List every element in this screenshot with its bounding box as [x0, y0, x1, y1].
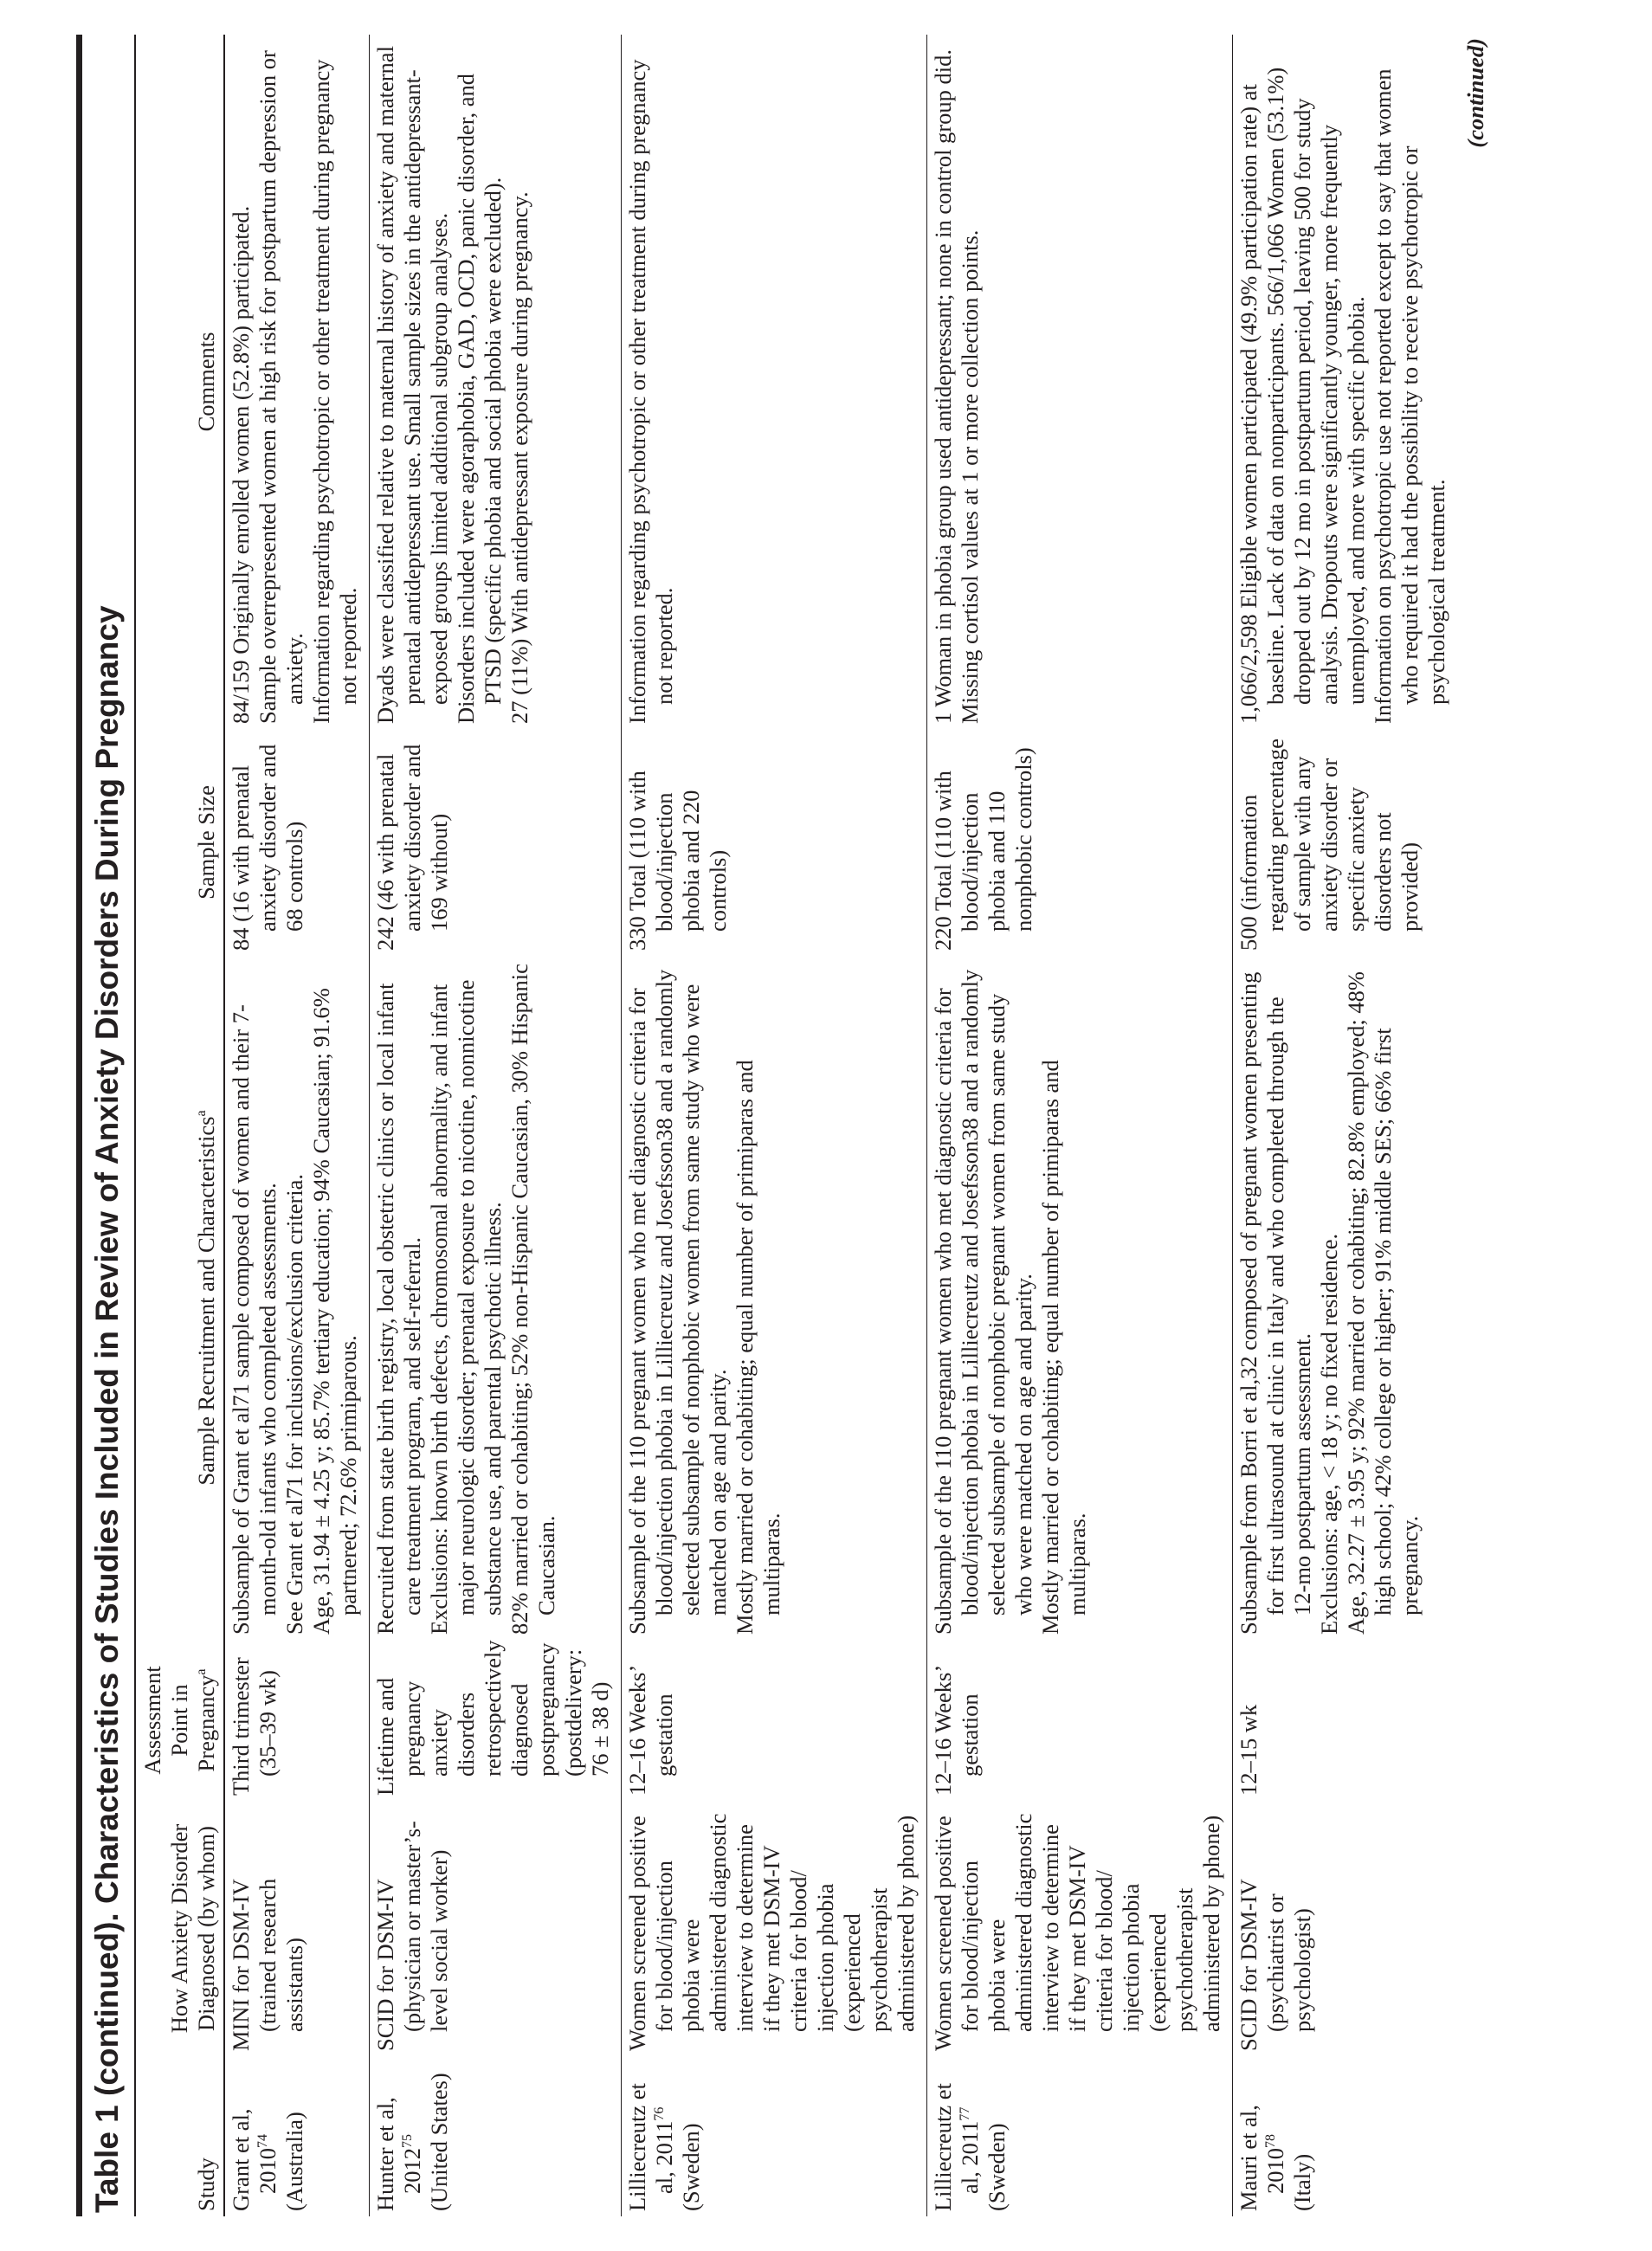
cell-assessment-point	[622, 1640, 927, 1801]
table-title: Table 1 (continued). Characteristics of Studies Included in Review of Anxiety Disorders During Pregnancy	[89, 605, 125, 2213]
cell-paragraph: Information on psychotropic use not reported except to say that women who required it had the possibility to receive psychotropic or psychological treatment.	[1370, 68, 1449, 724]
header-sample-recruitment: Sample Recruitment and Characteristics$^a$	[135, 956, 224, 1640]
cell-paragraph: Subsample of Grant et al71 sample composed of women and their 7-month-old infants who completed assessments.	[228, 1004, 281, 1635]
cell-paragraph: Age, 31.94 ± 4.25 y; 85.7% tertiary education; 94% Caucasian; 91.6% partnered; 72.6% primiparous.	[308, 988, 361, 1635]
cell-paragraph: Dyads were classified relative to maternal history of anxiety and maternal prenatal antidepressant use. Small sample sizes in the antidepressant-exposed groups limited additional subgroup analyses.	[372, 46, 452, 724]
cell-paragraph: Subsample of the 110 pregnant women who met diagnostic criteria for blood/injection phobia in Lilliecreutz and Josefsson38 and a randomly selected subsample of nonphobic pregnant women from same study who were matched on age and parity.	[930, 969, 1036, 1635]
cell-paragraph: 12–16 Weeks’ gestation	[624, 1666, 677, 1796]
study-line	[281, 2061, 308, 2211]
study-text: Lilliecreutz et al, 2011	[624, 2083, 677, 2211]
cell-study	[370, 2056, 622, 2216]
cell-paragraph: 1 Woman in phobia group used antidepressant; none in control group did.	[930, 49, 956, 724]
table-row	[927, 35, 1233, 2216]
cell-paragraph: Exclusions: age, < 18 y; no fixed residence.	[1316, 1233, 1342, 1635]
header-comments: Comments	[135, 35, 224, 729]
cell-paragraph: 82% married or cohabiting; 52% non-Hispanic Caucasian, 30% Hispanic Caucasian.	[507, 964, 559, 1635]
table-row	[370, 35, 622, 2216]
header-study: Study	[135, 2056, 224, 2216]
cell-how-diagnosed	[370, 1801, 622, 2056]
study-text: Lilliecreutz et al, 2011	[930, 2083, 983, 2211]
study-line	[228, 2061, 281, 2211]
cell-sample-size	[224, 729, 370, 956]
cell-how-diagnosed	[1233, 1801, 1458, 2056]
cell-sample-size	[622, 729, 927, 956]
study-line	[1236, 2061, 1289, 2211]
cell-sample-size	[370, 729, 622, 956]
cell-paragraph: Disorders included were agoraphobia, GAD, OCD, panic disorder, and PTSD (specific phobia and social phobia were excluded).	[453, 73, 506, 724]
cell-assessment-point	[927, 1640, 1233, 1801]
cell-paragraph: Information regarding psychotropic or other treatment during pregnancy not reported.	[624, 59, 677, 724]
cell-how-diagnosed	[622, 1801, 927, 2056]
top-rule	[76, 35, 82, 2216]
cell-study	[1233, 2056, 1458, 2216]
study-text: Mauri et al, 2010	[1236, 2105, 1288, 2211]
cell-paragraph: Lifetime and pregnancy anxiety disorders retrospectively diagnosed postpregnancy (postdelivery: 76 ± 38 d)	[372, 1640, 613, 1796]
cell-paragraph: Mostly married or cohabiting; equal number of primiparas and multiparas.	[732, 1060, 784, 1635]
cell-comments	[622, 35, 927, 729]
cell-paragraph: MINI for DSM-IV (trained research assistants)	[228, 1878, 307, 2051]
study-line	[930, 2061, 984, 2211]
study-reference: 74	[255, 2134, 270, 2148]
cell-paragraph: Subsample from Borri et al,32 composed of pregnant women presenting for first ultrasound at clinic in Italy and who completed through the 12-mo postpartum assessment.	[1236, 971, 1315, 1635]
cell-paragraph: Women screened positive for blood/injection phobia were administered diagnostic interview to determine if they met DSM-IV criteria for blood/ injection phobia (experienced psychotherapist administered by phone)	[624, 1813, 919, 2051]
table-row	[224, 35, 370, 2216]
study-line	[624, 2061, 678, 2211]
study-text: Hunter et al, 2012	[372, 2097, 425, 2211]
cell-paragraph: 12–15 wk	[1236, 1704, 1262, 1796]
cell-sample-recruitment	[622, 956, 927, 1640]
study-text: (Australia)	[281, 2112, 307, 2211]
cell-paragraph: Subsample of the 110 pregnant women who met diagnostic criteria for blood/injection phobia in Lilliecreutz and Josefsson38 and a randomly selected subsample of nonphobic women from same study who were matched on age and parity.	[624, 969, 731, 1635]
cell-sample-size	[1233, 729, 1458, 956]
table-body	[224, 35, 1457, 2216]
study-reference: 75	[400, 2134, 415, 2148]
cell-assessment-point	[1233, 1640, 1458, 1801]
cell-sample-size	[927, 729, 1233, 956]
cell-paragraph: Mostly married or cohabiting; equal number of primiparas and multiparas.	[1037, 1060, 1090, 1635]
cell-paragraph: SCID for DSM-IV (physician or master’s-level social worker)	[372, 1821, 452, 2051]
cell-paragraph: 220 Total (110 with blood/injection phobia and 110 nonphobic controls)	[930, 747, 1036, 951]
cell-assessment-point	[224, 1640, 370, 1801]
study-reference: 78	[1263, 2134, 1278, 2148]
cell-assessment-point	[370, 1640, 622, 1801]
cell-paragraph: 1,066/2,598 Eligible women participated (49.9% participation rate) at baseline. Lack of data on nonparticipants. 566/1,066 Women (53.1%) dropped out by 12 mo in postpartum period, leaving 500 for study analysis. Dropouts were significantly younger, more frequently unemployed, and more with specific phobia.	[1236, 67, 1369, 724]
header-sample-size: Sample Size	[135, 729, 224, 956]
table-row	[1233, 35, 1458, 2216]
study-text: Grant et al, 2010	[228, 2108, 281, 2211]
study-text: (Sweden)	[984, 2123, 1010, 2211]
study-text: (United States)	[426, 2073, 452, 2211]
cell-comments	[927, 35, 1233, 729]
cell-how-diagnosed	[224, 1801, 370, 2056]
cell-paragraph: 330 Total (110 with blood/injection phobia and 220 controls)	[624, 771, 731, 951]
cell-paragraph: SCID for DSM-IV (psychiatrist or psychologist)	[1236, 1879, 1315, 2051]
table-row	[622, 35, 927, 2216]
study-line	[1289, 2061, 1316, 2211]
cell-paragraph: Information regarding psychotropic or other treatment during pregnancy not reported.	[308, 59, 361, 724]
cell-paragraph: Recruited from state birth registry, local obstetric clinics or local infant care treatment program, and self-referral.	[372, 983, 425, 1635]
cell-paragraph: 84 (16 with prenatal anxiety disorder and 68 controls)	[228, 744, 307, 951]
cell-comments	[370, 35, 622, 729]
cell-paragraph: 242 (46 with prenatal anxiety disorder and 169 without)	[372, 744, 452, 951]
cell-sample-recruitment	[224, 956, 370, 1640]
cell-paragraph: Missing cortisol values at 1 or more collection points.	[957, 229, 983, 724]
cell-paragraph: 12–16 Weeks’ gestation	[930, 1666, 983, 1796]
header-assessment-point: Assessment Point in Pregnancy$^a$	[135, 1640, 224, 1801]
cell-paragraph: See Grant et al71 for inclusions/exclusion criteria.	[281, 1173, 307, 1635]
cell-paragraph: Women screened positive for blood/injection phobia were administered diagnostic interview to determine if they met DSM-IV criteria for blood/ injection phobia (experienced psychotherapist administered by phone)	[930, 1813, 1224, 2051]
study-line	[984, 2061, 1010, 2211]
cell-sample-recruitment	[1233, 956, 1458, 1640]
cell-paragraph: Age, 32.27 ± 3.95 y; 92% married or cohabiting; 82.8% employed; 48% high school; 42% college or higher; 91% middle SES; 66% first pregnancy.	[1343, 971, 1423, 1635]
studies-table	[134, 35, 1457, 2216]
continued-label: (continued)	[1462, 38, 1488, 148]
cell-comments	[224, 35, 370, 729]
cell-paragraph: 27 (11%) With antidepressant exposure during pregnancy.	[507, 191, 532, 724]
study-reference: 77	[958, 2106, 972, 2121]
study-line	[372, 2061, 426, 2211]
cell-study	[622, 2056, 927, 2216]
table-container	[76, 35, 1489, 2216]
study-line	[678, 2061, 705, 2211]
study-text: (Italy)	[1289, 2153, 1315, 2211]
cell-paragraph: 84/159 Originally enrolled women (52.8%) participated.	[228, 205, 254, 724]
cell-comments	[1233, 35, 1458, 729]
cell-paragraph: Sample overrepresented women at high risk for postpartum depression or anxiety.	[255, 50, 307, 724]
cell-study	[927, 2056, 1233, 2216]
study-line	[426, 2061, 453, 2211]
cell-sample-recruitment	[927, 956, 1233, 1640]
cell-how-diagnosed	[927, 1801, 1233, 2056]
study-text: (Sweden)	[678, 2123, 704, 2211]
cell-sample-recruitment	[370, 956, 622, 1640]
cell-paragraph: 500 (information regarding percentage of sample with any anxiety disorder or specific anxiety disorders not provided)	[1236, 739, 1423, 951]
cell-paragraph: Third trimester (35–39 wk)	[228, 1657, 281, 1796]
cell-study	[224, 2056, 370, 2216]
table-header-row	[135, 35, 224, 2216]
study-reference: 76	[652, 2106, 667, 2121]
header-how-diagnosed: How Anxiety Disorder Diagnosed (by whom)	[135, 1801, 224, 2056]
cell-paragraph: Exclusions: known birth defects, chromosomal abnormality, and infant major neurologic disorder; prenatal exposure to nicotine, nonnicotine substance use, and parental psychotic illness.	[426, 979, 506, 1635]
